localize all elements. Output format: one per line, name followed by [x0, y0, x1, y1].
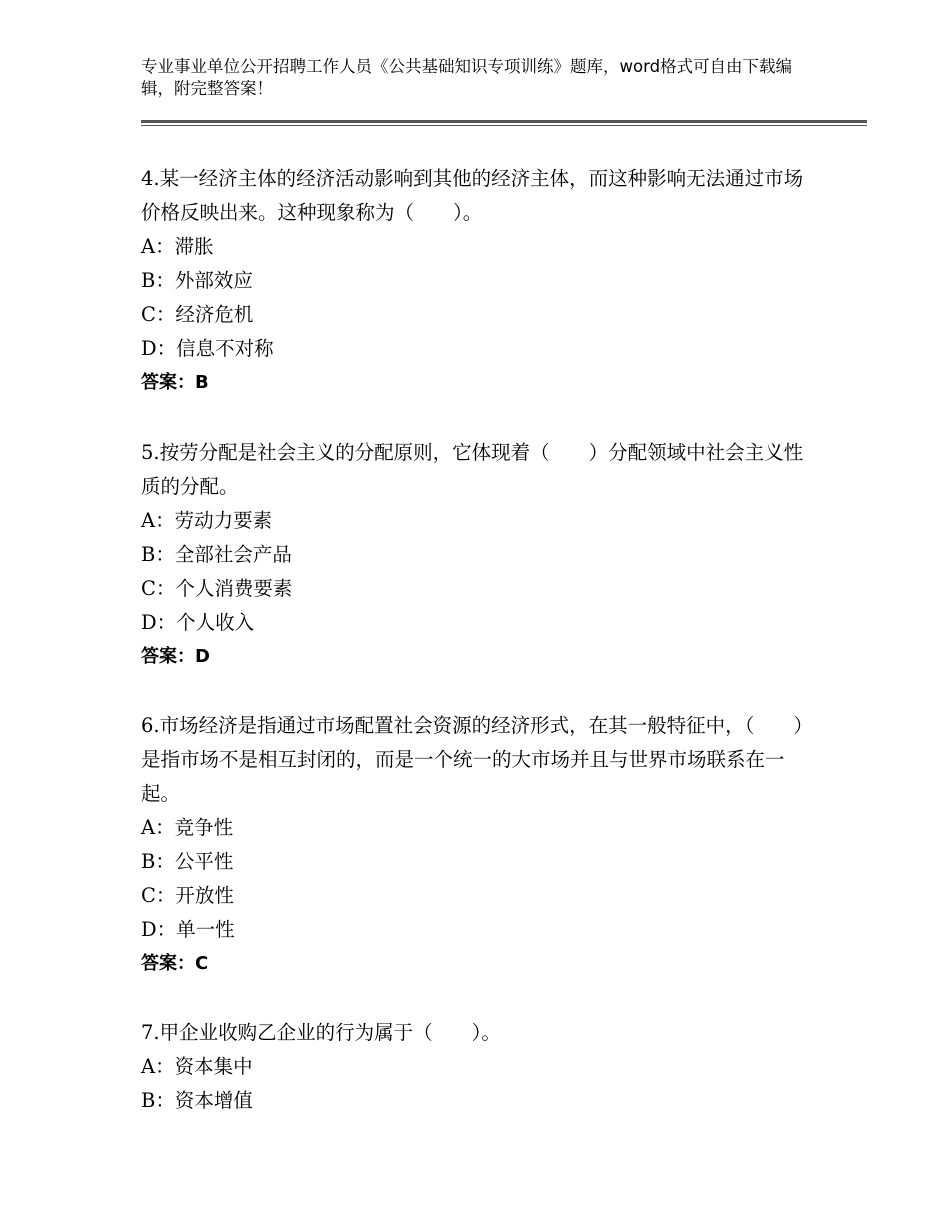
answer-line: [141, 947, 811, 981]
answer-line: [141, 640, 811, 674]
document-header: 专业事业单位公开招聘工作人员《公共基础知识专项训练》题库，word格式可自由下载编辑，附完整答案！: [141, 57, 793, 98]
question-6: [141, 709, 811, 981]
question-stem: 5.按劳分配是社会主义的分配原则，它体现着（ ）分配领域中社会主义性质的分配。: [141, 441, 804, 498]
question-7: [141, 1016, 811, 1118]
option-a: A：资本集中: [141, 1055, 253, 1078]
option-c: C：经济危机: [141, 303, 254, 326]
header-divider: [141, 120, 867, 123]
option-d: D：单一性: [141, 918, 235, 941]
answer-line: [141, 366, 811, 400]
answer-value: B: [195, 372, 209, 393]
option-a: A：滞胀: [141, 235, 214, 258]
answer-value: D: [195, 646, 210, 667]
option-b: B：全部社会产品: [141, 543, 292, 566]
question-stem: 4.某一经济主体的经济活动影响到其他的经济主体，而这种影响无法通过市场价格反映出来。这种现象称为（ ）。: [141, 167, 804, 224]
answer-label: 答案：: [141, 646, 195, 667]
question-stem: 7.甲企业收购乙企业的行为属于（ ）。: [141, 1021, 501, 1044]
answer-label: 答案：: [141, 953, 195, 974]
option-d: D：个人收入: [141, 611, 255, 634]
option-d: D：信息不对称: [141, 337, 274, 360]
answer-value: C: [195, 953, 209, 974]
question-4: [141, 162, 811, 400]
question-5: [141, 436, 811, 674]
answer-label: 答案：: [141, 372, 195, 393]
question-stem: 6.市场经济是指通过市场配置社会资源的经济形式，在其一般特征中，（ ）是指市场不是相互封闭的，而是一个统一的大市场并且与世界市场联系在一起。: [141, 714, 804, 805]
header-divider-thin: [141, 125, 867, 126]
option-b: B：公平性: [141, 850, 234, 873]
option-c: C：开放性: [141, 884, 234, 907]
option-b: B：资本增值: [141, 1089, 253, 1112]
option-c: C：个人消费要素: [141, 577, 293, 600]
option-b: B：外部效应: [141, 269, 253, 292]
option-a: A：竞争性: [141, 816, 234, 839]
option-a: A：劳动力要素: [141, 509, 273, 532]
